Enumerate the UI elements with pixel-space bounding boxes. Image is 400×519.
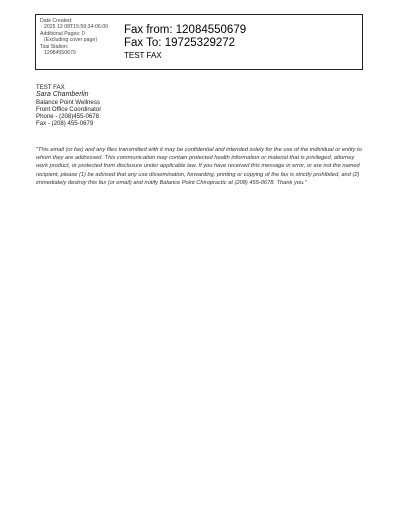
date-created-label: Date Created: [40,18,73,24]
fax-to: Fax To: 19725329272 [124,37,236,49]
additional-pages-note: (Excluding cover page) [44,37,98,44]
message-body [36,84,101,128]
signature-title: Front Office Coordinator [36,106,102,113]
date-created-value: 2025 12 08T15:59:34-06:00 [44,24,109,31]
station-value: 12084550679 [44,50,76,57]
fax-header-box [35,14,363,70]
signature-fax: Fax - (208) 455-0679 [36,120,94,128]
additional-pages-label: Additional Pages: 0 [40,30,85,37]
fax-subject: TEST FAX [124,51,162,60]
fax-info [124,24,246,61]
confidentiality-disclaimer: "This email (or fax) and any files transmitted with it may be confidential and intended solely for the use of the individual or entity to whom they are addressed. This communication may contain protected health information or material that is privileged, attorney work product, or protected from disclosure under applicable law. If you have received this message in error, or are not the named recipient, please (1) be advised that any use dissemination, forwarding, printing or copying of the fax is strictly prohibited, and (2) immediately destroy this fax (or email) and notify Balance Point Chiropractic at (208) 455-0678. Thank you." [36,147,362,186]
fax-metadata [40,18,108,56]
signature-name: Sara Chamberlin [36,91,89,99]
signature-organization: Balance Point Wellness [36,98,100,106]
fax-from: Fax from: 12084550679 [124,24,247,36]
signature-phone: Phone - (208)455-0678 [36,113,100,121]
message-subject: TEST FAX [36,84,65,91]
station-label: Tsai Station: [40,43,69,50]
